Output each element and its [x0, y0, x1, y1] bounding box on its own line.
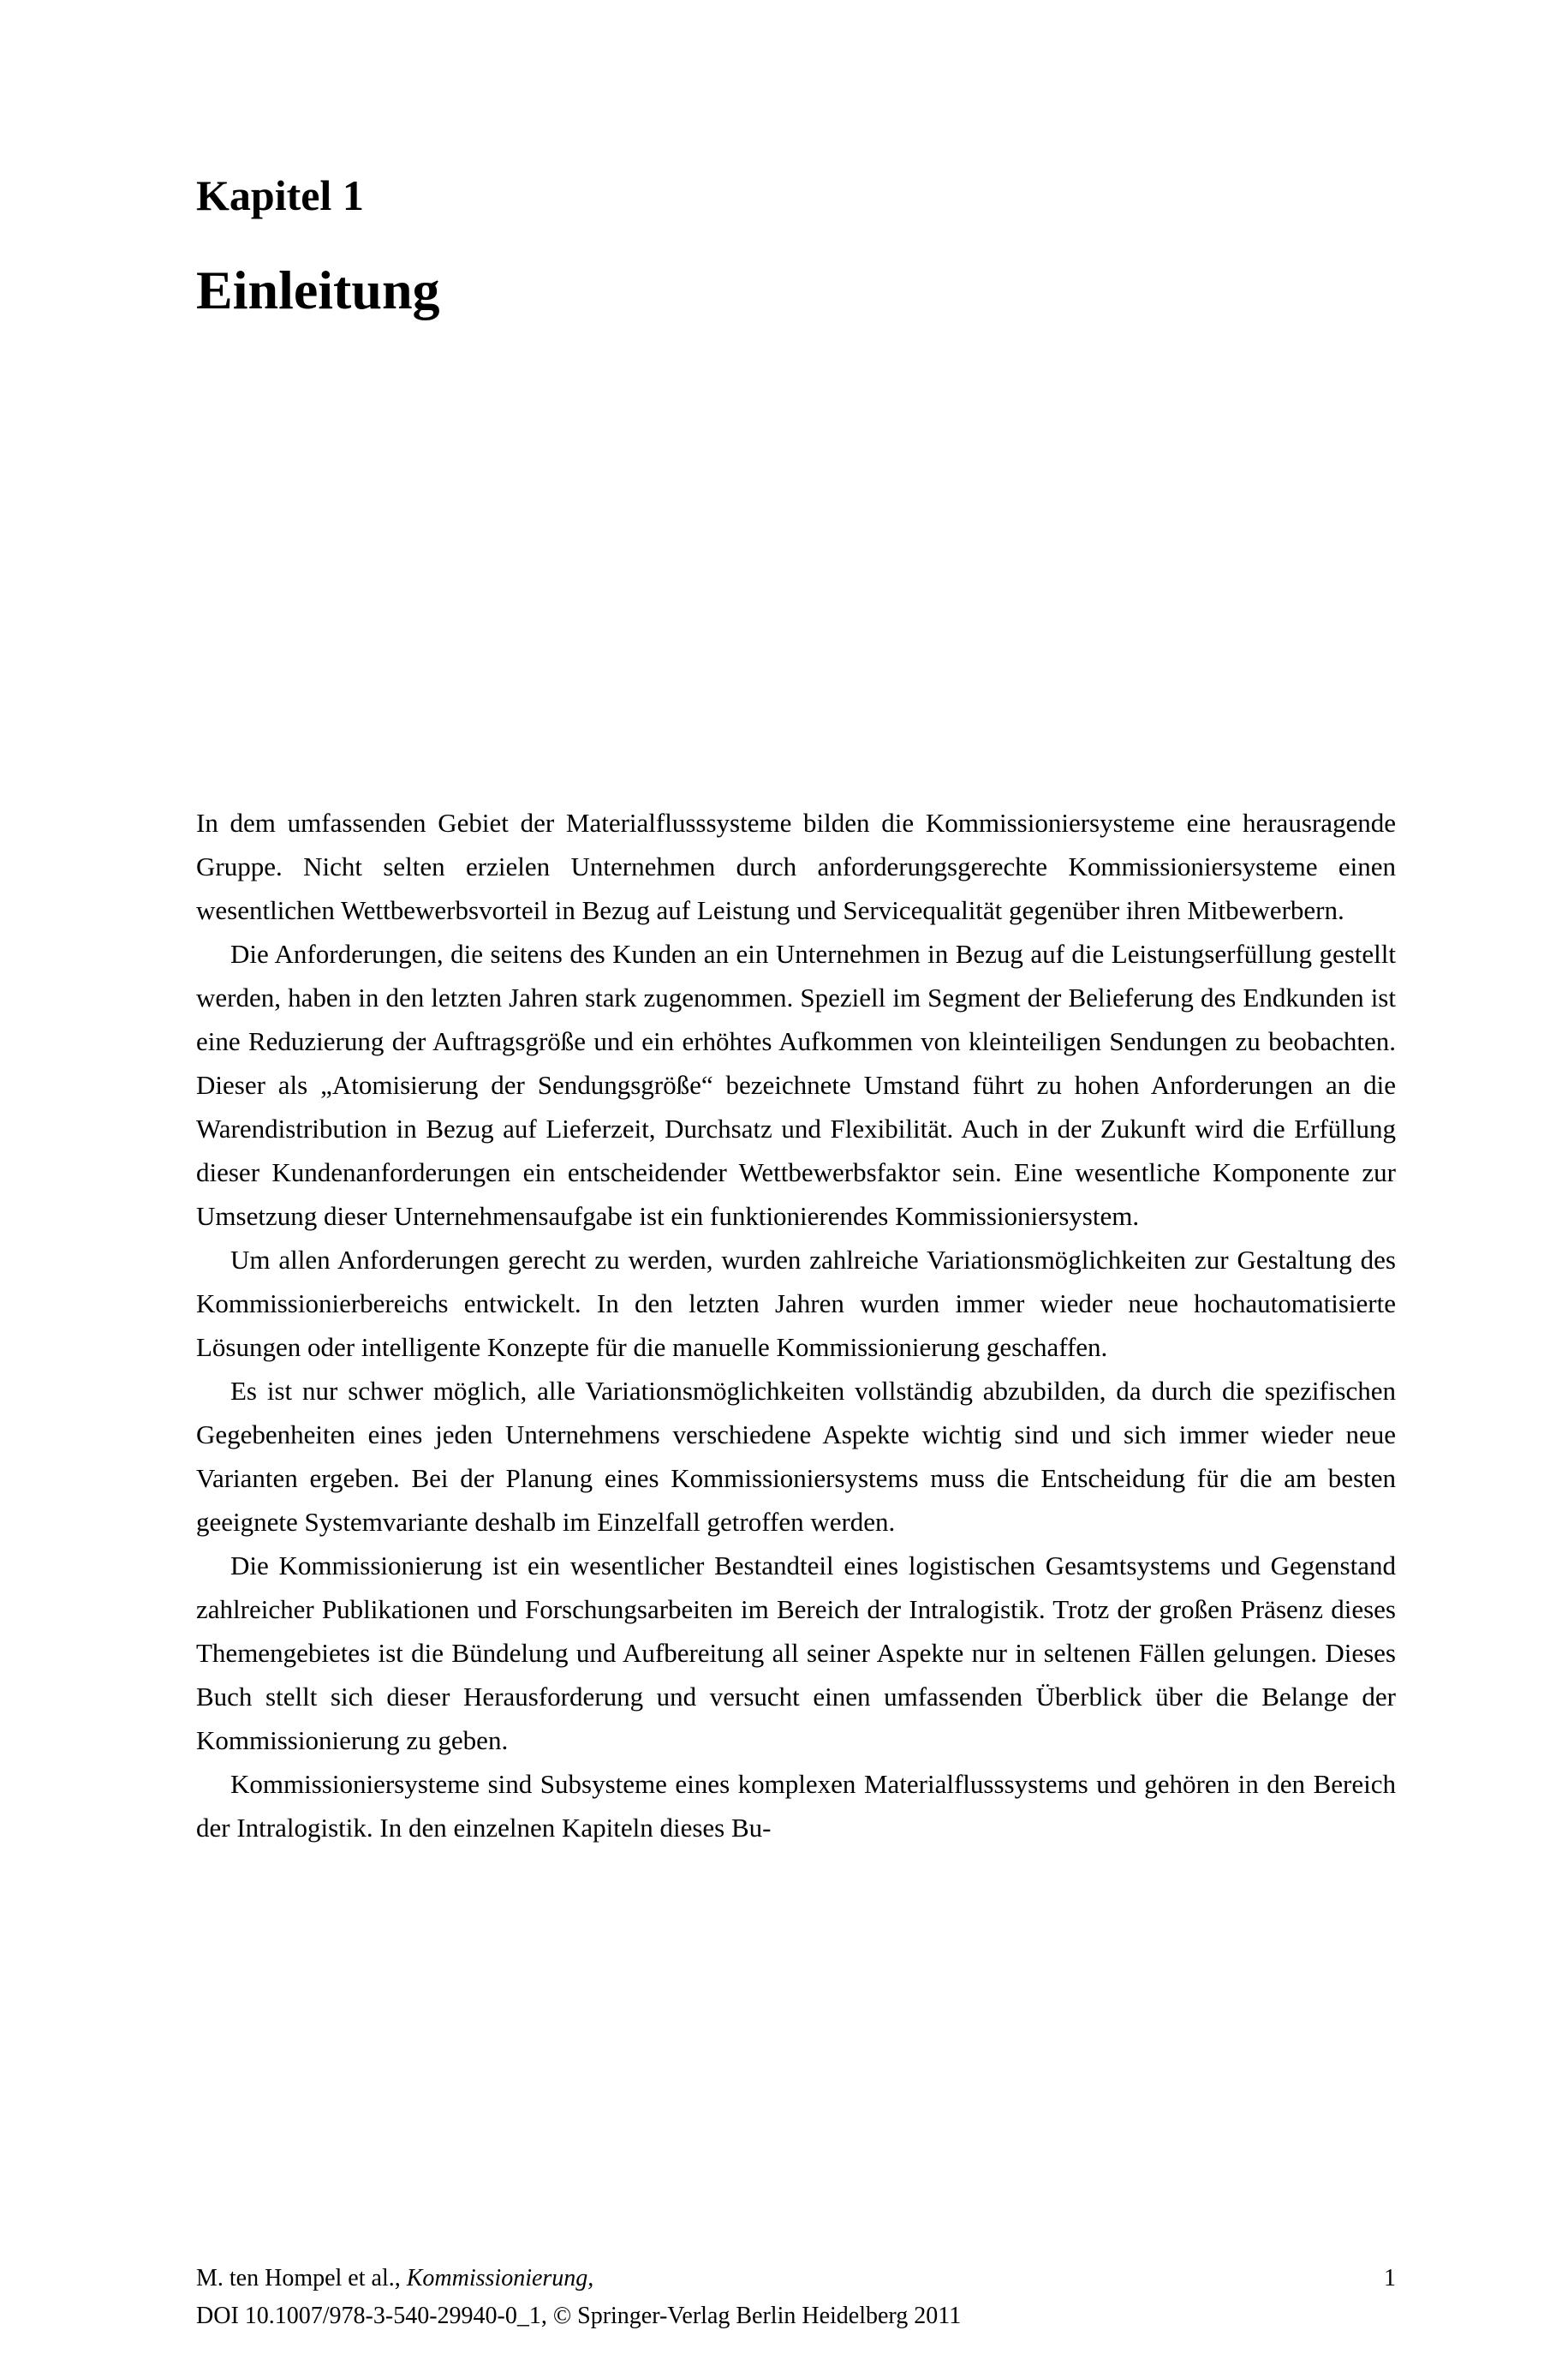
chapter-label: Kapitel 1	[196, 171, 364, 219]
paragraph-intro: In dem umfassenden Gebiet der Materialflusssysteme bilden die Kommissioniersysteme eine herausragende Gruppe. Nicht selten erzielen Unternehmen durch anforderungsgerechte Kommissioniersysteme einen wesentlichen Wettbewerbsvorteil in Bezug auf Leistung und Servicequalität gegenüber ihren Mitbewerbern.	[196, 808, 1396, 926]
footer-citation-line	[196, 2260, 1396, 2297]
page-number: 1	[1384, 2265, 1396, 2291]
body-text	[196, 801, 1396, 1849]
footer-authors: M. ten Hompel et al.,	[196, 2265, 407, 2291]
footer-citation	[196, 2260, 593, 2297]
paragraph-intralogistik: Die Kommissionierung ist ein wesentlicher Bestandteil eines logistischen Gesamtsystems und Gegenstand zahlreicher Publikationen und Forschungsarbeiten im Bereich der Intralogistik. Trotz der großen Präsenz dieses Themengebietes ist die Bündelung und Aufbereitung all seiner Aspekte nur in seltenen Fällen gelungen. Dieses Buch stellt sich dieser Herausforderung und versucht einen umfassenden Überblick über die Belange der Kommissionierung zu geben.	[196, 1550, 1396, 1756]
page-content	[196, 0, 1396, 1849]
footer-doi: DOI 10.1007/978-3-540-29940-0_1, © Springer-Verlag Berlin Heidelberg 2011	[196, 2303, 962, 2329]
page-footer	[196, 2260, 1396, 2335]
chapter-title: Einleitung	[196, 259, 440, 320]
paragraph-subsysteme: Kommissioniersysteme sind Subsysteme eines komplexen Materialflusssystems und gehören in den Bereich der Intralogistik. In den einzelnen Kapiteln dieses Bu-	[196, 1769, 1396, 1843]
footer-book-title: Kommissionierung,	[406, 2265, 594, 2291]
paragraph-planung: Es ist nur schwer möglich, alle Variationsmöglichkeiten vollständig abzubilden, da durch die spezifischen Gegebenheiten eines jeden Unternehmens verschiedene Aspekte wichtig sind und sich immer wieder neue Varianten ergeben. Bei der Planung eines Kommissioniersystems muss die Entscheidung für die am besten geeignete Systemvariante deshalb im Einzelfall getroffen werden.	[196, 1376, 1396, 1538]
paragraph-anforderungen: Die Anforderungen, die seitens des Kunden an ein Unternehmen in Bezug auf die Leistungserfüllung gestellt werden, haben in den letzten Jahren stark zugenommen. Speziell im Segment der Belieferung des Endkunden ist eine Reduzierung der Auftragsgröße und ein erhöhtes Aufkommen von kleinteiligen Sendungen zu beobachten. Dieser als „Atomisierung der Sendungsgröße“ bezeichnete Umstand führt zu hohen Anforderungen an die Warendistribution in Bezug auf Lieferzeit, Durchsatz und Flexibilität. Auch in der Zukunft wird die Erfüllung dieser Kundenanforderungen ein entscheidender Wettbewerbsfaktor sein. Eine wesentliche Komponente zur Umsetzung dieser Unternehmensaufgabe ist ein funktionierendes Kommissioniersystem.	[196, 939, 1396, 1232]
paragraph-variationsmoeglichkeiten: Um allen Anforderungen gerecht zu werden, wurden zahlreiche Variationsmöglichkeiten zur Gestaltung des Kommissionierbereichs entwickelt. In den letzten Jahren wurden immer wieder neue hochautomatisierte Lösungen oder intelligente Konzepte für die manuelle Kommissionierung geschaffen.	[196, 1245, 1396, 1363]
